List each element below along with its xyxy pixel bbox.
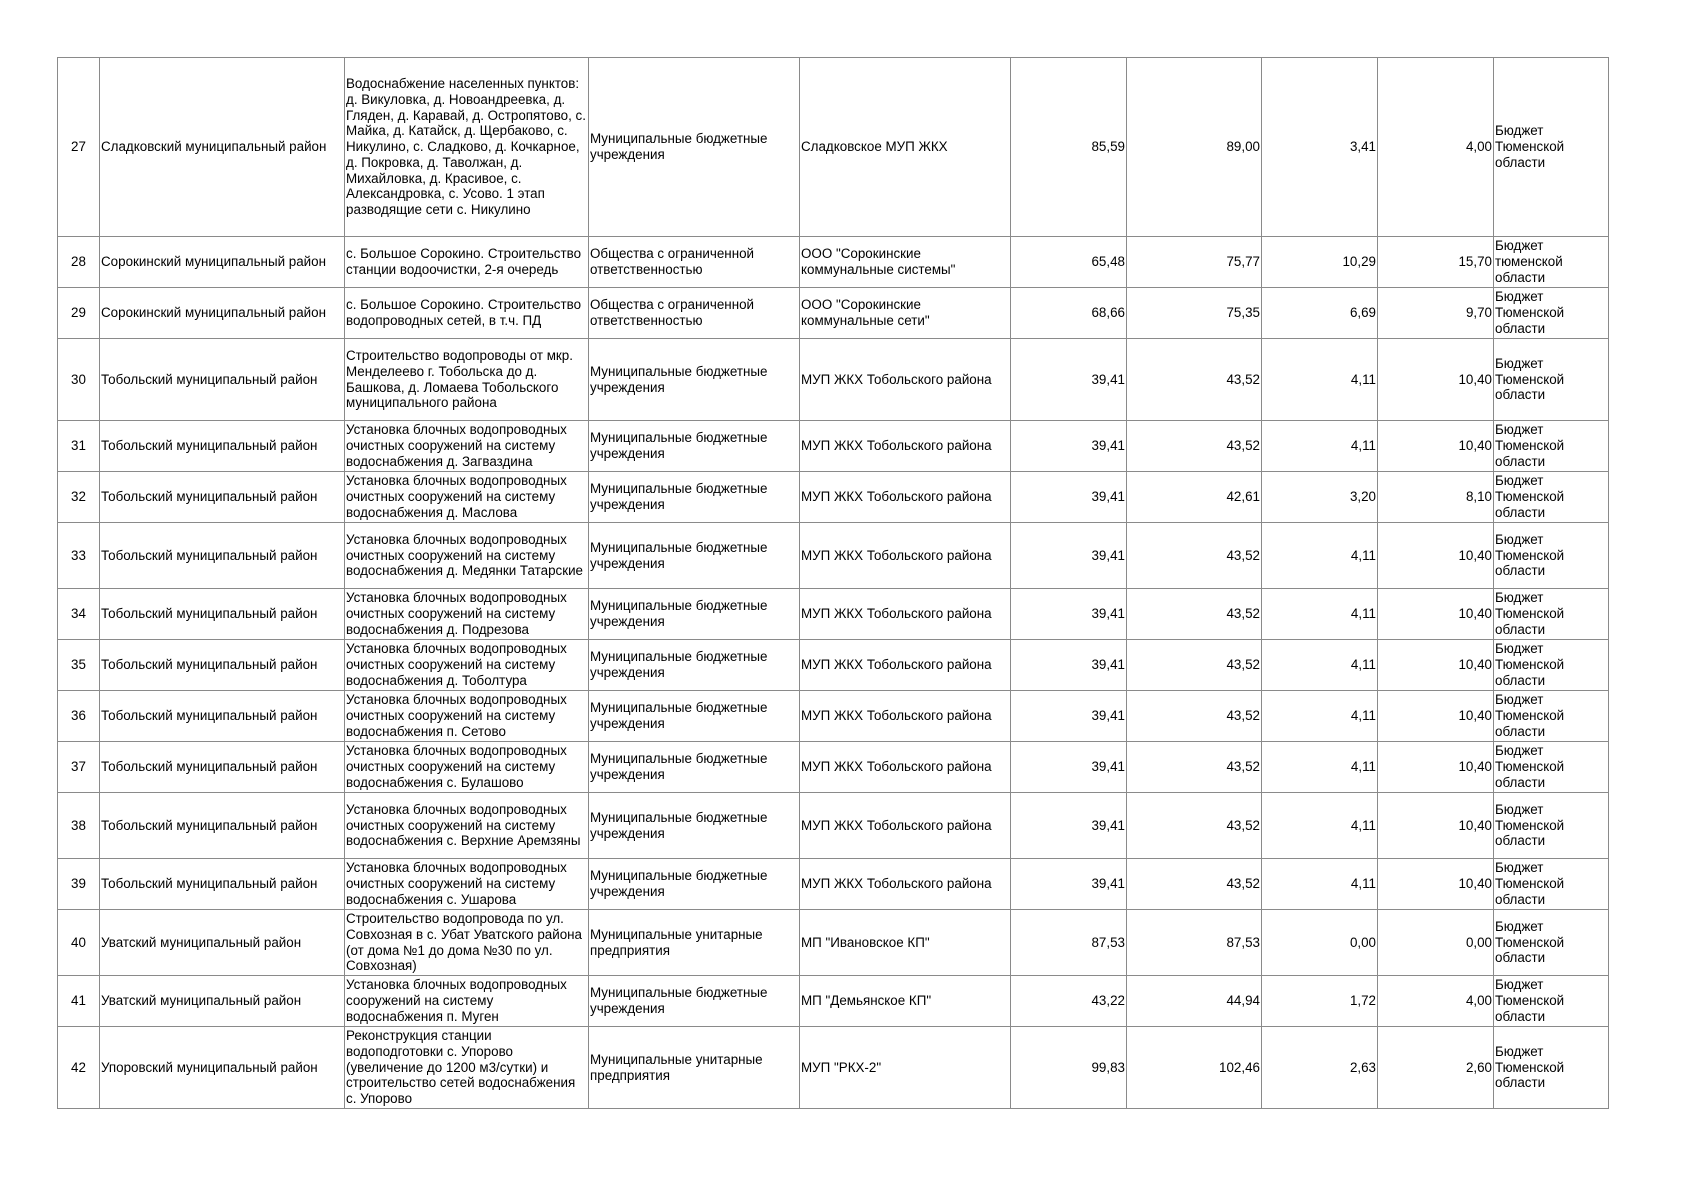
row-number: 40 [58,910,100,976]
org-type-cell: Муниципальные бюджетные учреждения [589,523,800,589]
org-type-cell: Муниципальные бюджетные учреждения [589,976,800,1027]
organization-cell: МП "Ивановское КП" [800,910,1011,976]
value-4-cell: 10,40 [1378,589,1494,640]
organization-cell: МУП ЖКХ Тобольского района [800,742,1011,793]
project-cell: Установка блочных водопроводных очистных сооружений на систему водоснабжения с. Булашово [345,742,589,793]
project-cell: Установка блочных водопроводных очистных сооружений на систему водоснабжения д. Подрезова [345,589,589,640]
value-3-cell: 6,69 [1262,288,1378,339]
value-1-cell: 39,41 [1011,472,1127,523]
value-2-cell: 75,77 [1127,237,1262,288]
project-cell: Установка блочных водопроводных очистных сооружений на систему водоснабжения д. Маслова [345,472,589,523]
district-cell: Тобольский муниципальный район [100,640,345,691]
funding-source-cell: Бюджет Тюменской области [1494,910,1609,976]
organization-cell: МУП ЖКХ Тобольского района [800,859,1011,910]
organization-cell: МУП ЖКХ Тобольского района [800,640,1011,691]
value-1-cell: 39,41 [1011,742,1127,793]
project-cell: Установка блочных водопроводных очистных сооружений на систему водоснабжения д. Загваздина [345,421,589,472]
value-4-cell: 0,00 [1378,910,1494,976]
value-4-cell: 10,40 [1378,691,1494,742]
funding-source-cell: Бюджет Тюменской области [1494,339,1609,421]
value-2-cell: 43,52 [1127,859,1262,910]
org-type-cell: Муниципальные бюджетные учреждения [589,339,800,421]
row-number: 27 [58,58,100,237]
org-type-cell: Муниципальные бюджетные учреждения [589,793,800,859]
project-cell: с. Большое Сорокино. Строительство водопроводных сетей, в т.ч. ПД [345,288,589,339]
organization-cell: МУП ЖКХ Тобольского района [800,523,1011,589]
value-3-cell: 2,63 [1262,1027,1378,1109]
row-number: 37 [58,742,100,793]
district-cell: Тобольский муниципальный район [100,859,345,910]
organization-cell: МУП ЖКХ Тобольского района [800,589,1011,640]
value-4-cell: 10,40 [1378,793,1494,859]
value-2-cell: 43,52 [1127,793,1262,859]
organization-cell: Сладковское МУП ЖКХ [800,58,1011,237]
value-4-cell: 8,10 [1378,472,1494,523]
organization-cell: МУП ЖКХ Тобольского района [800,472,1011,523]
district-cell: Тобольский муниципальный район [100,691,345,742]
district-cell: Сорокинский муниципальный район [100,237,345,288]
value-4-cell: 4,00 [1378,58,1494,237]
organization-cell: МУП ЖКХ Тобольского района [800,339,1011,421]
organization-cell: МУП ЖКХ Тобольского района [800,691,1011,742]
project-cell: Строительство водопроводы от мкр. Менделеево г. Тобольска до д. Башкова, д. Ломаева Тобольского муниципального района [345,339,589,421]
funding-source-cell: Бюджет Тюменской области [1494,421,1609,472]
value-1-cell: 99,83 [1011,1027,1127,1109]
org-type-cell: Муниципальные бюджетные учреждения [589,421,800,472]
value-3-cell: 4,11 [1262,640,1378,691]
row-number: 29 [58,288,100,339]
funding-source-cell: Бюджет Тюменской области [1494,589,1609,640]
district-cell: Тобольский муниципальный район [100,472,345,523]
funding-source-cell: Бюджет Тюменской области [1494,859,1609,910]
table-row [58,859,1609,910]
project-cell: с. Большое Сорокино. Строительство станции водоочистки, 2-я очередь [345,237,589,288]
district-cell: Уватский муниципальный район [100,976,345,1027]
value-4-cell: 10,40 [1378,742,1494,793]
district-cell: Тобольский муниципальный район [100,523,345,589]
district-cell: Тобольский муниципальный район [100,339,345,421]
organization-cell: МУП ЖКХ Тобольского района [800,421,1011,472]
table-row [58,288,1609,339]
value-2-cell: 43,52 [1127,523,1262,589]
value-4-cell: 9,70 [1378,288,1494,339]
table-row [58,421,1609,472]
value-1-cell: 39,41 [1011,589,1127,640]
value-2-cell: 87,53 [1127,910,1262,976]
tariff-investment-table [57,57,1609,1109]
value-3-cell: 4,11 [1262,339,1378,421]
row-number: 38 [58,793,100,859]
table-row [58,793,1609,859]
value-2-cell: 44,94 [1127,976,1262,1027]
district-cell: Тобольский муниципальный район [100,589,345,640]
funding-source-cell: Бюджет Тюменской области [1494,288,1609,339]
value-3-cell: 4,11 [1262,589,1378,640]
project-cell: Установка блочных водопроводных очистных сооружений на систему водоснабжения п. Сетово [345,691,589,742]
org-type-cell: Муниципальные бюджетные учреждения [589,472,800,523]
funding-source-cell: Бюджет Тюменской области [1494,58,1609,237]
funding-source-cell: Бюджет Тюменской области [1494,523,1609,589]
funding-source-cell: Бюджет тюменской области [1494,237,1609,288]
district-cell: Тобольский муниципальный район [100,742,345,793]
project-cell: Установка блочных водопроводных очистных сооружений на систему водоснабжения д. Медянки Татарские [345,523,589,589]
district-cell: Упоровский муниципальный район [100,1027,345,1109]
row-number: 36 [58,691,100,742]
table-row [58,58,1609,237]
district-cell: Уватский муниципальный район [100,910,345,976]
organization-cell: МУП "РКХ-2" [800,1027,1011,1109]
value-1-cell: 39,41 [1011,640,1127,691]
funding-source-cell: Бюджет Тюменской области [1494,976,1609,1027]
table-row [58,589,1609,640]
org-type-cell: Муниципальные бюджетные учреждения [589,691,800,742]
value-2-cell: 42,61 [1127,472,1262,523]
project-cell: Реконструкция станции водоподготовки с. Упорово (увеличение до 1200 м3/сутки) и строительство сетей водоснабжения с. Упорово [345,1027,589,1109]
table-row [58,742,1609,793]
row-number: 34 [58,589,100,640]
value-4-cell: 10,40 [1378,339,1494,421]
value-4-cell: 10,40 [1378,640,1494,691]
value-3-cell: 4,11 [1262,742,1378,793]
value-2-cell: 43,52 [1127,691,1262,742]
value-1-cell: 39,41 [1011,421,1127,472]
row-number: 31 [58,421,100,472]
value-1-cell: 85,59 [1011,58,1127,237]
value-1-cell: 65,48 [1011,237,1127,288]
row-number: 30 [58,339,100,421]
funding-source-cell: Бюджет Тюменской области [1494,640,1609,691]
district-cell: Тобольский муниципальный район [100,793,345,859]
project-cell: Строительство водопровода по ул. Совхозная в с. Убат Уватского района (от дома №1 до дома №30 по ул. Совхозная) [345,910,589,976]
org-type-cell: Муниципальные бюджетные учреждения [589,640,800,691]
value-2-cell: 43,52 [1127,421,1262,472]
value-3-cell: 4,11 [1262,421,1378,472]
value-3-cell: 10,29 [1262,237,1378,288]
org-type-cell: Муниципальные унитарные предприятия [589,1027,800,1109]
value-1-cell: 87,53 [1011,910,1127,976]
organization-cell: МУП ЖКХ Тобольского района [800,793,1011,859]
organization-cell: МП "Демьянское КП" [800,976,1011,1027]
value-2-cell: 89,00 [1127,58,1262,237]
row-number: 32 [58,472,100,523]
value-4-cell: 10,40 [1378,523,1494,589]
table-row [58,976,1609,1027]
row-number: 41 [58,976,100,1027]
district-cell: Сорокинский муниципальный район [100,288,345,339]
table-row [58,523,1609,589]
value-1-cell: 39,41 [1011,793,1127,859]
org-type-cell: Общества с ограниченной ответственностью [589,288,800,339]
value-4-cell: 2,60 [1378,1027,1494,1109]
value-3-cell: 4,11 [1262,793,1378,859]
value-1-cell: 43,22 [1011,976,1127,1027]
value-3-cell: 4,11 [1262,859,1378,910]
district-cell: Тобольский муниципальный район [100,421,345,472]
value-3-cell: 4,11 [1262,691,1378,742]
project-cell: Установка блочных водопроводных очистных сооружений на систему водоснабжения с. Верхние Аремзяны [345,793,589,859]
table-row [58,910,1609,976]
table-row [58,472,1609,523]
value-2-cell: 43,52 [1127,742,1262,793]
value-4-cell: 4,00 [1378,976,1494,1027]
funding-source-cell: Бюджет Тюменской области [1494,793,1609,859]
organization-cell: ООО "Сорокинские коммунальные сети" [800,288,1011,339]
value-3-cell: 3,41 [1262,58,1378,237]
org-type-cell: Муниципальные бюджетные учреждения [589,589,800,640]
value-1-cell: 39,41 [1011,523,1127,589]
value-2-cell: 43,52 [1127,640,1262,691]
row-number: 28 [58,237,100,288]
value-3-cell: 0,00 [1262,910,1378,976]
table-row [58,339,1609,421]
value-3-cell: 4,11 [1262,523,1378,589]
value-1-cell: 39,41 [1011,691,1127,742]
funding-source-cell: Бюджет Тюменской области [1494,472,1609,523]
value-2-cell: 43,52 [1127,339,1262,421]
org-type-cell: Общества с ограниченной ответственностью [589,237,800,288]
table-row [58,237,1609,288]
table-row [58,691,1609,742]
table-row [58,1027,1609,1109]
project-cell: Установка блочных водопроводных сооружений на систему водоснабжения п. Муген [345,976,589,1027]
org-type-cell: Муниципальные унитарные предприятия [589,910,800,976]
value-3-cell: 3,20 [1262,472,1378,523]
district-cell: Сладковский муниципальный район [100,58,345,237]
row-number: 39 [58,859,100,910]
row-number: 33 [58,523,100,589]
value-3-cell: 1,72 [1262,976,1378,1027]
value-4-cell: 10,40 [1378,421,1494,472]
project-cell: Установка блочных водопроводных очистных сооружений на систему водоснабжения д. Тоболтура [345,640,589,691]
value-4-cell: 15,70 [1378,237,1494,288]
value-2-cell: 75,35 [1127,288,1262,339]
funding-source-cell: Бюджет Тюменской области [1494,691,1609,742]
project-cell: Водоснабжение населенных пунктов: д. Викуловка, д. Новоандреевка, д. Гляден, д. Каравай, д. Остропятово, с. Майка, д. Катайск, д. Щербаково, с. Никулино, с. Сладково, д. Кочкарное, д. Покровка, д. Таволжан, д. Михайловка, д. Красивое, с. Александровка, с. Усово. 1 этап разводящие сети с. Никулино [345,58,589,237]
project-cell: Установка блочных водопроводных очистных сооружений на систему водоснабжения с. Ушарова [345,859,589,910]
row-number: 42 [58,1027,100,1109]
value-2-cell: 102,46 [1127,1027,1262,1109]
value-1-cell: 39,41 [1011,339,1127,421]
funding-source-cell: Бюджет Тюменской области [1494,742,1609,793]
org-type-cell: Муниципальные бюджетные учреждения [589,859,800,910]
value-4-cell: 10,40 [1378,859,1494,910]
organization-cell: ООО "Сорокинские коммунальные системы" [800,237,1011,288]
table-row [58,640,1609,691]
value-1-cell: 39,41 [1011,859,1127,910]
row-number: 35 [58,640,100,691]
value-2-cell: 43,52 [1127,589,1262,640]
value-1-cell: 68,66 [1011,288,1127,339]
org-type-cell: Муниципальные бюджетные учреждения [589,58,800,237]
org-type-cell: Муниципальные бюджетные учреждения [589,742,800,793]
funding-source-cell: Бюджет Тюменской области [1494,1027,1609,1109]
